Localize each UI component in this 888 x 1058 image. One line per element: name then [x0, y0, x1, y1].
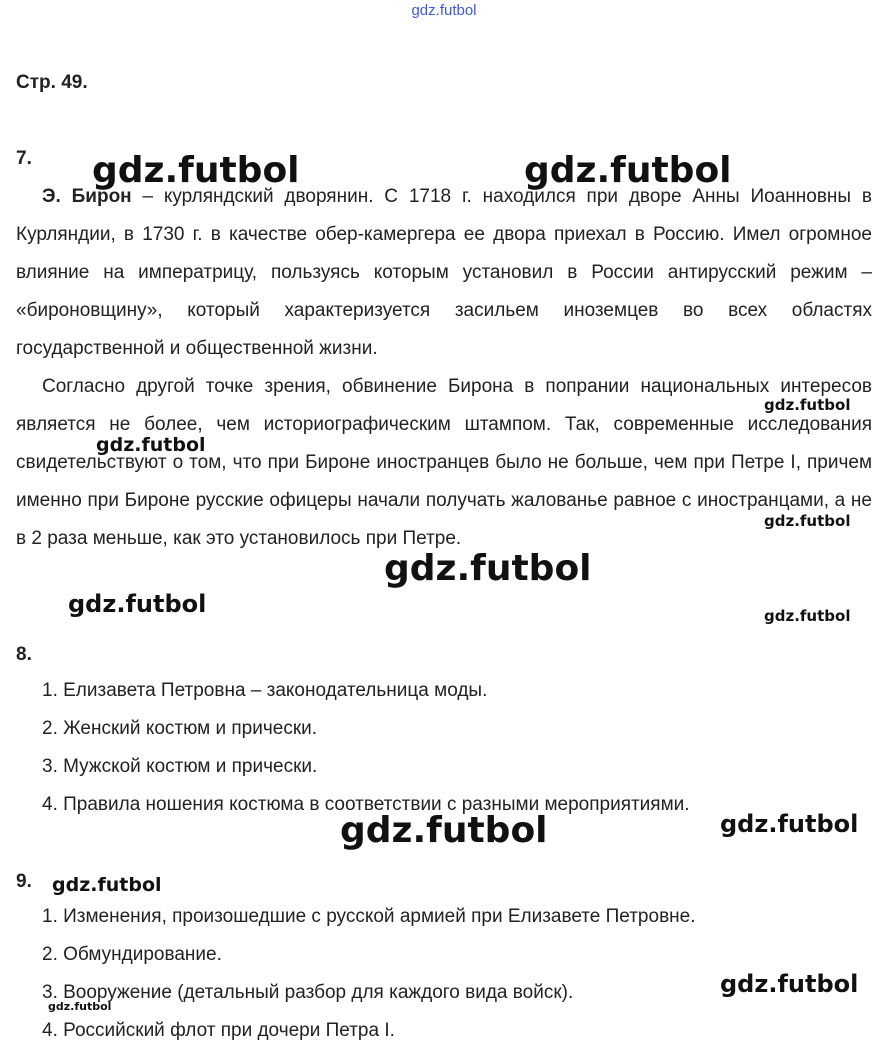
watermark: gdz.futbol [92, 150, 300, 191]
list-item: 2. Женский костюм и прически. [42, 718, 318, 739]
list-item: 3. Мужской костюм и прически. [42, 756, 318, 777]
watermark: gdz.futbol [764, 607, 851, 625]
site-header-link[interactable]: gdz.futbol [411, 2, 477, 19]
list-item: 1. Елизавета Петровна – законодательница моды. [42, 680, 488, 701]
paragraph-1-text: – курляндский дворянин. С 1718 г. находился при дворе Анны Иоанновны в Курляндии, в 1730 г. в качестве обер-камергера ее двора приехал в Россию. Имел огромное влияние на императрицу, пользуясь которым установил в России антирусский режим – «бироновщину», который характеризуется засильем иноземцев во всех областях государственной и общественной жизни. [16, 186, 872, 359]
watermark: gdz.futbol [96, 434, 206, 456]
list-item: 4. Правила ношения костюма в соответствии с разными мероприятиями. [42, 794, 690, 815]
watermark: gdz.futbol [764, 396, 851, 414]
watermark: gdz.futbol [524, 150, 732, 191]
question-8-number: 8. [16, 644, 32, 665]
question-8-list [42, 672, 690, 824]
question-9-number: 9. [16, 871, 32, 892]
list-item: 4. Российский флот при дочери Петра I. [42, 1020, 395, 1041]
watermark: gdz.futbol [384, 548, 592, 589]
watermark: gdz.futbol [68, 590, 207, 618]
watermark: gdz.futbol [720, 810, 859, 838]
watermark: gdz.futbol [720, 970, 859, 998]
watermark: gdz.futbol [340, 810, 548, 851]
watermark: gdz.futbol [52, 874, 162, 896]
list-item: 3. Вооружение (детальный разбор для каждого вида войск). [42, 982, 574, 1003]
question-7-paragraph-1 [16, 178, 872, 368]
page-label: Стр. 49. [16, 72, 88, 93]
list-item: 1. Изменения, произошедшие с русской армией при Елизавете Петровне. [42, 906, 696, 927]
question-7-paragraph-2: Согласно другой точке зрения, обвинение Бирона в попрании национальных интересов является не более, чем историографическим штампом. Так, современные исследования свидетельствуют о том, что при Бироне иностранцев было не больше, чем при Петре I, причем именно при Бироне русские офицеры начали получать жалованье равное с иностранцами, а не в 2 раза меньше, как это установилось при Петре. [16, 376, 872, 549]
person-name: Э. Бирон [42, 186, 132, 207]
watermark: gdz.futbol [764, 512, 851, 530]
question-9-list [42, 898, 696, 1050]
watermark: gdz.futbol [48, 1000, 112, 1013]
list-item: 2. Обмундирование. [42, 944, 222, 965]
question-7-number: 7. [16, 148, 32, 169]
